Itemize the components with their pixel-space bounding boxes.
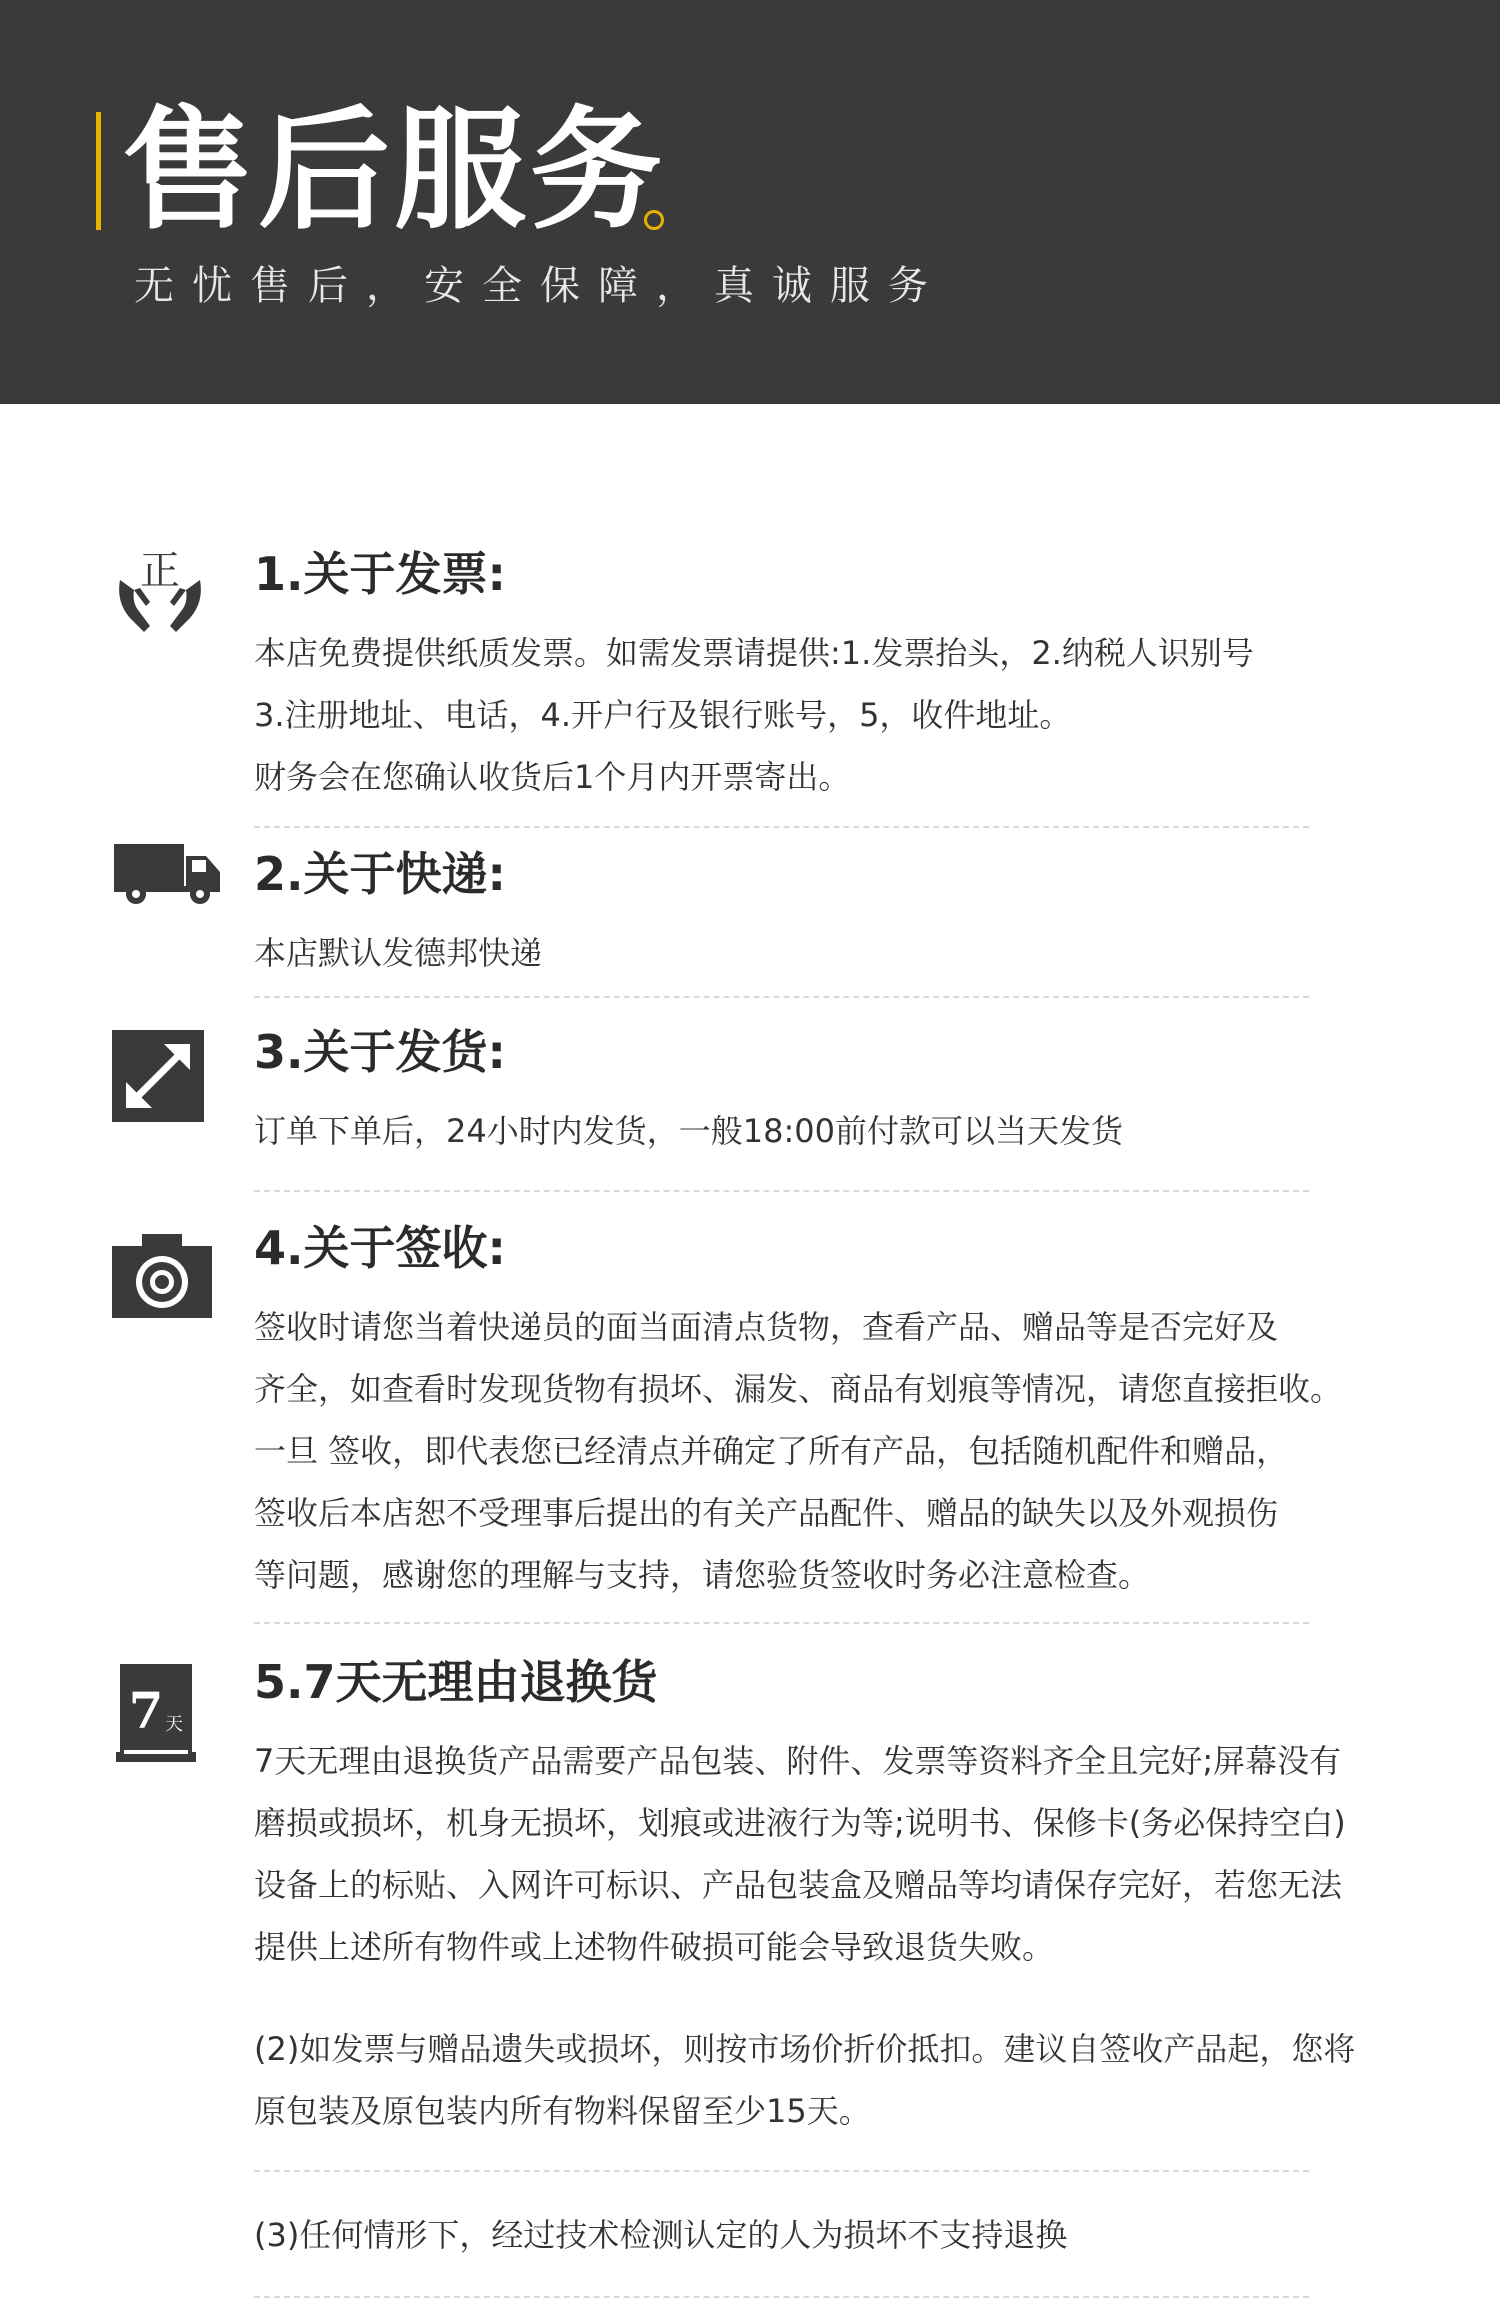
section-divider xyxy=(254,1190,1309,1192)
section-heading: 4.关于签收: xyxy=(254,1221,506,1275)
truck-icon xyxy=(112,838,222,908)
body-line: 设备上的标贴、入网许可标识、产品包装盒及赠品等均请保存完好，若您无法 xyxy=(254,1866,1343,1904)
section-body xyxy=(254,1100,1434,1162)
body-line: 齐全，如查看时发现货物有损坏、漏发、商品有划痕等情况，请您直接拒收。 xyxy=(254,1370,1343,1408)
section-heading: 2.关于快递: xyxy=(254,847,506,901)
title-accent-bar xyxy=(96,112,101,230)
body-line: 磨损或损坏，机身无损坏，划痕或进液行为等;说明书、保修卡(务必保持空白) xyxy=(254,1804,1346,1842)
body-line: 提供上述所有物件或上述物件破损可能会导致退货失败。 xyxy=(254,1928,1055,1966)
body-line: 财务会在您确认收货后1个月内开票寄出。 xyxy=(254,758,851,796)
section-body xyxy=(254,1296,1434,1606)
body-line: 本店默认发德邦快递 xyxy=(254,934,543,972)
section-heading: 5.7天无理由退换货 xyxy=(254,1655,658,1709)
section-divider xyxy=(254,2170,1309,2172)
body-line: 一旦 签收，即代表您已经清点并确定了所有产品，包括随机配件和赠品， xyxy=(254,1432,1289,1470)
body-line: 原包装及原包装内所有物料保留至少15天。 xyxy=(254,2092,871,2130)
section-divider xyxy=(254,996,1309,998)
section-divider xyxy=(254,2296,1309,2298)
body-line: 等问题，感谢您的理解与支持，请您验货签收时务必注意检查。 xyxy=(254,1556,1151,1594)
page-subtitle: 无忧售后，安全保障，真诚服务 xyxy=(134,263,946,309)
hands-invoice-icon xyxy=(110,540,210,640)
svg-text:正: 正 xyxy=(140,548,180,594)
section-divider xyxy=(254,1622,1309,1624)
body-line: (3)任何情形下，经过技术检测认定的人为损坏不支持退换 xyxy=(254,2216,1068,2254)
return-note-2 xyxy=(254,2018,1434,2142)
body-line: 订单下单后，24小时内发货，一般18:00前付款可以当天发货 xyxy=(254,1112,1123,1150)
section-body xyxy=(254,622,1434,808)
page-title: 售后服务 xyxy=(122,94,666,248)
body-line: (2)如发票与赠品遗失或损坏，则按市场价折价抵扣。建议自签收产品起，您将 xyxy=(254,2030,1356,2068)
body-line: 签收时请您当着快递员的面当面清点货物，查看产品、赠品等是否完好及 xyxy=(254,1308,1279,1346)
svg-text:7: 7 xyxy=(128,1681,164,1740)
section-body xyxy=(254,922,1434,984)
camera-icon xyxy=(112,1232,212,1320)
section-heading: 3.关于发货: xyxy=(254,1025,506,1079)
body-line: 签收后本店恕不受理事后提出的有关产品配件、赠品的缺失以及外观损伤 xyxy=(254,1494,1279,1532)
resize-arrow-icon xyxy=(112,1030,204,1122)
section-heading: 1.关于发票: xyxy=(254,547,506,601)
title-dot-ornament xyxy=(644,210,664,230)
body-line: 本店免费提供纸质发票。如需发票请提供:1.发票抬头，2.纳税人识别号 xyxy=(254,634,1254,672)
seven-day-calendar-icon xyxy=(116,1664,196,1764)
section-body xyxy=(254,1730,1434,1978)
body-line: 3.注册地址、电话，4.开户行及银行账号，5，收件地址。 xyxy=(254,696,1072,734)
body-line: 7天无理由退换货产品需要产品包装、附件、发票等资料齐全且完好;屏幕没有 xyxy=(254,1742,1342,1780)
svg-text:天: 天 xyxy=(165,1714,183,1735)
header-banner xyxy=(0,0,1500,404)
section-divider xyxy=(254,826,1309,828)
return-note-3 xyxy=(254,2204,1434,2266)
